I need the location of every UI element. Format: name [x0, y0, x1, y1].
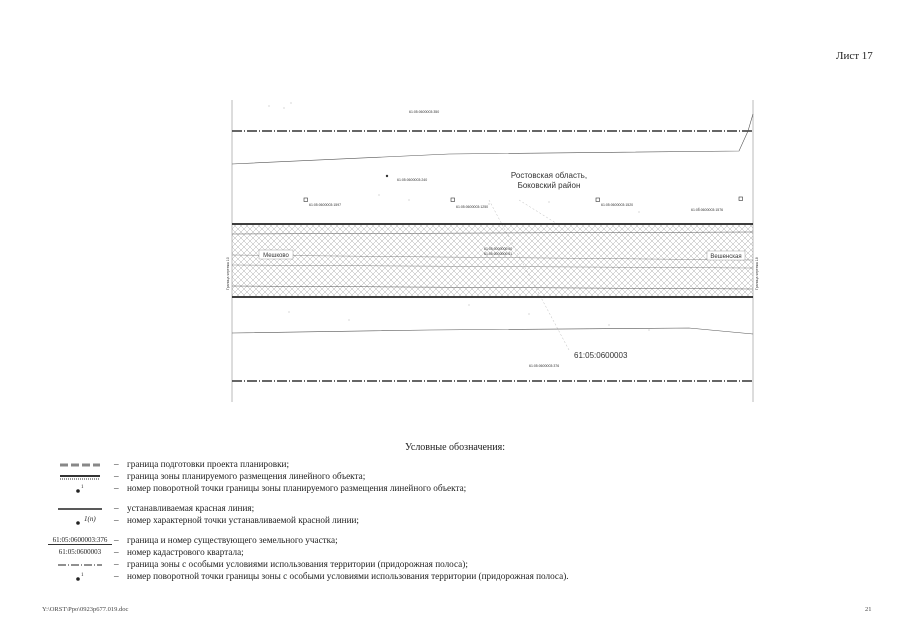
legend-text: граница зоны с особыми условиями использования территории (придорожная полоса); — [127, 559, 468, 569]
legend-symbol-zone-boundary — [48, 471, 112, 483]
legend-symbol-roadside-zone — [48, 559, 112, 571]
parcel-label-center: 61:05:0600003:240 — [397, 178, 428, 182]
legend-item: 1(n) – номер характерной точки устанавливаемой красной линии; — [0, 515, 905, 527]
legend-symbol-turning-point — [48, 483, 112, 495]
legend-text: номер кадастрового квартала; — [127, 547, 244, 557]
legend-symbol-roadside-point — [48, 571, 112, 583]
parcel-label-bottom: 61:05:0600003:376 — [529, 364, 560, 368]
legend-symbol-land-parcel: 61:05:0600003:376 — [48, 535, 112, 547]
road-edge-bottom — [232, 328, 753, 334]
legend-text: номер поворотной точки границы зоны с особыми условиями использования территории (придорожная полоса). — [127, 571, 569, 581]
legend-text: граница зоны планируемого размещения линейного объекта; — [127, 471, 366, 481]
legend-text: номер поворотной точки границы зоны планируемого размещения линейного объекта; — [127, 483, 467, 493]
parcel-label-left: 61:05:0600003:1597 — [309, 203, 342, 207]
legend-item: 1 – номер поворотной точки границы зоны планируемого размещения линейного объекта; — [0, 483, 905, 495]
legend-title: Условные обозначения: — [405, 442, 506, 453]
parcel-label-top: 61:05:0600003:350 — [409, 110, 440, 114]
linear-object-zone — [232, 225, 753, 296]
sheet-label: Лист 17 — [836, 50, 873, 62]
town-right-label: Вешенская — [710, 254, 742, 260]
svg-text:1: 1 — [81, 485, 84, 490]
legend-text: граница подготовки проекта планировки; — [127, 459, 290, 469]
road-edge-top — [232, 114, 753, 164]
legend-item: – граница зоны с особыми условиями использования территории (придорожная полоса); — [0, 559, 905, 571]
legend-item: – граница зоны планируемого размещения линейного объекта; — [0, 471, 905, 483]
legend-item: 1 – номер поворотной точки границы зоны с особыми условиями использования территории (придорожная полоса). — [0, 571, 905, 583]
road-label-2: 61:05:0000000:61 — [484, 252, 513, 256]
district-label: Боковский район — [517, 181, 581, 190]
legend-text: номер характерной точки устанавливаемой красной линии; — [127, 515, 359, 525]
planning-drawing — [226, 100, 759, 405]
legend-text: устанавливаемая красная линия; — [127, 503, 255, 513]
legend-symbol-cadastral-quarter: 61:05:0600003 — [58, 548, 102, 556]
legend-item: 61:05:0600003 – номер кадастрового квартала; — [0, 547, 905, 559]
legend-symbol-red-line — [48, 503, 112, 515]
right-edge-label: Граница чертежа 18 — [755, 257, 759, 290]
road-label-1: 61:05:0000000:60 — [484, 247, 513, 251]
parcel-label-mid: 61:05:0600003:1250 — [456, 205, 489, 209]
legend-item: – устанавливаемая красная линия; — [0, 503, 905, 515]
legend-item: – граница подготовки проекта планировки; — [0, 459, 905, 471]
parcel-label-right: 61:05:0600003:1520 — [601, 203, 634, 207]
parcel-label-far-right: 61:05:0600003:1576 — [691, 208, 724, 212]
svg-text:1: 1 — [81, 573, 84, 578]
left-edge-label: Граница чертежа 10 — [226, 257, 230, 290]
town-left-label: Мешково — [263, 253, 289, 259]
legend-symbol-planning-boundary — [48, 459, 112, 471]
legend-item: 61:05:0600003:376 – граница и номер существующего земельного участка; — [0, 535, 905, 547]
quarter-label: 61:05:0600003 — [574, 351, 628, 360]
footer-file-path: Y:\ORST\Ppo\0923p677.019.doc — [42, 606, 129, 613]
legend-text: граница и номер существующего земельного участка; — [127, 535, 338, 545]
page-number: 21 — [865, 606, 872, 613]
region-label: Ростовская область, — [510, 171, 588, 180]
legend-symbol-red-line-point: 1(n) — [48, 515, 112, 527]
